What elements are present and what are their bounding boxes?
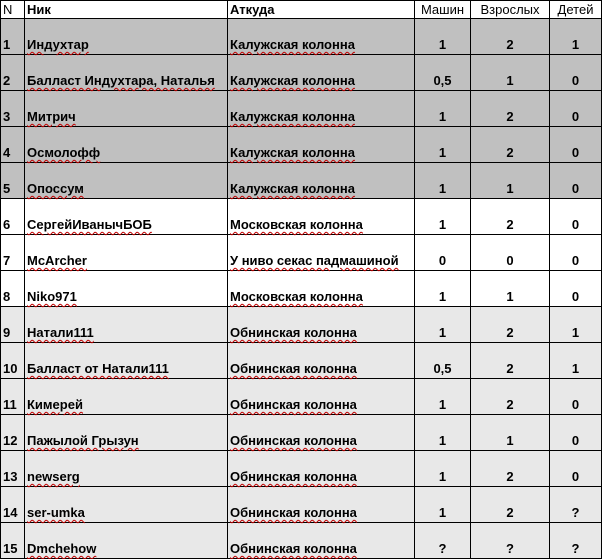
cell-from-text: Калужская колонна: [230, 37, 355, 52]
cell-n[interactable]: 5: [1, 163, 25, 199]
cell-from-text: Московская колонна: [230, 217, 363, 232]
table-row[interactable]: [1, 343, 602, 379]
cell-kids[interactable]: 0: [550, 163, 602, 199]
cell-n[interactable]: 7: [1, 235, 25, 271]
cell-kids[interactable]: 0: [550, 415, 602, 451]
table-row[interactable]: [1, 415, 602, 451]
table-row[interactable]: [1, 523, 602, 559]
cell-nick-text: ser-umka: [27, 505, 85, 520]
cell-nick-text: McArcher: [27, 253, 87, 268]
cell-kids[interactable]: 0: [550, 199, 602, 235]
cell-n[interactable]: 12: [1, 415, 25, 451]
cell-cars[interactable]: 1: [415, 91, 471, 127]
cell-nick[interactable]: [25, 379, 228, 415]
header-adults[interactable]: Взрослых: [471, 1, 550, 19]
cell-adults[interactable]: ?: [471, 523, 550, 559]
cell-nick[interactable]: [25, 199, 228, 235]
cell-n[interactable]: 15: [1, 523, 25, 559]
cell-cars[interactable]: 1: [415, 271, 471, 307]
cell-adults[interactable]: 2: [471, 19, 550, 55]
cell-from[interactable]: [228, 379, 415, 415]
table-row[interactable]: [1, 451, 602, 487]
cell-from[interactable]: [228, 415, 415, 451]
header-from[interactable]: Аткуда: [228, 1, 415, 19]
cell-nick-text: newserg: [27, 469, 80, 484]
cell-cars[interactable]: 1: [415, 19, 471, 55]
cell-n[interactable]: 14: [1, 487, 25, 523]
header-kids[interactable]: Детей: [550, 1, 602, 19]
cell-kids[interactable]: 0: [550, 379, 602, 415]
cell-nick-text: Dmchehow: [27, 541, 97, 556]
cell-adults[interactable]: 2: [471, 307, 550, 343]
cell-from-text: Обнинская колонна: [230, 325, 357, 340]
cell-from-text: Обнинская колонна: [230, 433, 357, 448]
cell-n[interactable]: 2: [1, 55, 25, 91]
cell-from-text: Калужская колонна: [230, 109, 355, 124]
cell-from[interactable]: [228, 127, 415, 163]
cell-nick[interactable]: [25, 19, 228, 55]
table-row[interactable]: [1, 307, 602, 343]
table-row[interactable]: [1, 199, 602, 235]
cell-nick[interactable]: [25, 235, 228, 271]
table-row[interactable]: [1, 163, 602, 199]
cell-adults[interactable]: 1: [471, 55, 550, 91]
header-nick[interactable]: Ник: [25, 1, 228, 19]
cell-from[interactable]: [228, 343, 415, 379]
cell-n[interactable]: 4: [1, 127, 25, 163]
cell-from-text: Калужская колонна: [230, 145, 355, 160]
cell-cars[interactable]: 0,5: [415, 55, 471, 91]
cell-adults[interactable]: 1: [471, 163, 550, 199]
cell-adults[interactable]: 2: [471, 199, 550, 235]
cell-nick-text: Балласт Индухтара, Наталья: [27, 73, 215, 88]
cell-nick-text: Пажылой Грызун: [27, 433, 139, 448]
cell-kids[interactable]: 0: [550, 127, 602, 163]
cell-adults[interactable]: 2: [471, 451, 550, 487]
cell-cars[interactable]: 1: [415, 487, 471, 523]
cell-adults[interactable]: 1: [471, 271, 550, 307]
cell-adults[interactable]: 2: [471, 91, 550, 127]
cell-from-text: Обнинская колонна: [230, 541, 357, 556]
cell-from-text: Калужская колонна: [230, 181, 355, 196]
cell-adults[interactable]: 2: [471, 343, 550, 379]
cell-n[interactable]: 9: [1, 307, 25, 343]
cell-n[interactable]: 3: [1, 91, 25, 127]
cell-kids[interactable]: ?: [550, 487, 602, 523]
cell-from-text: Обнинская колонна: [230, 505, 357, 520]
cell-nick-text: СергейИванычБОБ: [27, 217, 152, 232]
header-cars[interactable]: Машин: [415, 1, 471, 19]
cell-nick[interactable]: [25, 487, 228, 523]
cell-nick[interactable]: [25, 91, 228, 127]
table-row[interactable]: [1, 19, 602, 55]
cell-nick-text: Балласт от Натали111: [27, 361, 169, 376]
cell-cars[interactable]: 1: [415, 127, 471, 163]
table-row[interactable]: [1, 235, 602, 271]
cell-n[interactable]: 1: [1, 19, 25, 55]
cell-nick-text: Натали111: [27, 325, 94, 340]
cell-cars[interactable]: ?: [415, 523, 471, 559]
cell-n[interactable]: 8: [1, 271, 25, 307]
cell-cars[interactable]: 1: [415, 199, 471, 235]
cell-nick[interactable]: [25, 127, 228, 163]
cell-n[interactable]: 11: [1, 379, 25, 415]
cell-from[interactable]: [228, 199, 415, 235]
table-row[interactable]: [1, 127, 602, 163]
cell-kids[interactable]: 1: [550, 307, 602, 343]
cell-adults[interactable]: 1: [471, 415, 550, 451]
cell-from[interactable]: [228, 487, 415, 523]
cell-adults[interactable]: 2: [471, 379, 550, 415]
cell-nick-text: Кимерей: [27, 397, 83, 412]
cell-adults[interactable]: 2: [471, 487, 550, 523]
cell-kids[interactable]: 0: [550, 451, 602, 487]
cell-n[interactable]: 6: [1, 199, 25, 235]
cell-from[interactable]: [228, 451, 415, 487]
cell-kids[interactable]: 0: [550, 55, 602, 91]
cell-cars[interactable]: 1: [415, 307, 471, 343]
cell-kids[interactable]: 0: [550, 235, 602, 271]
header-n[interactable]: N: [1, 1, 25, 19]
cell-nick[interactable]: [25, 523, 228, 559]
cell-cars[interactable]: 1: [415, 379, 471, 415]
cell-nick[interactable]: [25, 271, 228, 307]
cell-cars[interactable]: 1: [415, 163, 471, 199]
cell-cars[interactable]: 1: [415, 415, 471, 451]
cell-from[interactable]: [228, 19, 415, 55]
table-row[interactable]: [1, 379, 602, 415]
cell-adults[interactable]: 2: [471, 127, 550, 163]
cell-from-text: У ниво секас падмашиной: [230, 253, 399, 268]
table-row[interactable]: [1, 487, 602, 523]
table-row[interactable]: [1, 55, 602, 91]
cell-kids[interactable]: 1: [550, 343, 602, 379]
cell-nick[interactable]: [25, 163, 228, 199]
cell-nick[interactable]: [25, 343, 228, 379]
cell-kids[interactable]: ?: [550, 523, 602, 559]
cell-from[interactable]: [228, 55, 415, 91]
cell-nick[interactable]: [25, 55, 228, 91]
cell-cars[interactable]: 1: [415, 451, 471, 487]
cell-n[interactable]: 10: [1, 343, 25, 379]
cell-from[interactable]: [228, 235, 415, 271]
cell-kids[interactable]: 0: [550, 91, 602, 127]
cell-kids[interactable]: 1: [550, 19, 602, 55]
cell-nick[interactable]: [25, 415, 228, 451]
table-row[interactable]: [1, 91, 602, 127]
cell-n[interactable]: 13: [1, 451, 25, 487]
cell-from-text: Обнинская колонна: [230, 397, 357, 412]
cell-from-text: Калужская колонна: [230, 73, 355, 88]
cell-nick-text: Опоссум: [27, 181, 84, 196]
cell-from-text: Обнинская колонна: [230, 469, 357, 484]
cell-from[interactable]: [228, 271, 415, 307]
cell-from[interactable]: [228, 91, 415, 127]
cell-cars[interactable]: 0: [415, 235, 471, 271]
cell-nick[interactable]: [25, 307, 228, 343]
cell-from[interactable]: [228, 523, 415, 559]
cell-nick-text: Индухтар: [27, 37, 89, 52]
cell-nick-text: Niko971: [27, 289, 77, 304]
cell-from-text: Московская колонна: [230, 289, 363, 304]
cell-kids[interactable]: 0: [550, 271, 602, 307]
header-row: [1, 1, 602, 19]
table-row[interactable]: [1, 271, 602, 307]
cell-cars[interactable]: 0,5: [415, 343, 471, 379]
cell-nick-text: Осмолофф: [27, 145, 101, 160]
cell-from[interactable]: [228, 307, 415, 343]
cell-from[interactable]: [228, 163, 415, 199]
cell-nick[interactable]: [25, 451, 228, 487]
cell-nick-text: Митрич: [27, 109, 76, 124]
cell-from-text: Обнинская колонна: [230, 361, 357, 376]
cell-adults[interactable]: 0: [471, 235, 550, 271]
